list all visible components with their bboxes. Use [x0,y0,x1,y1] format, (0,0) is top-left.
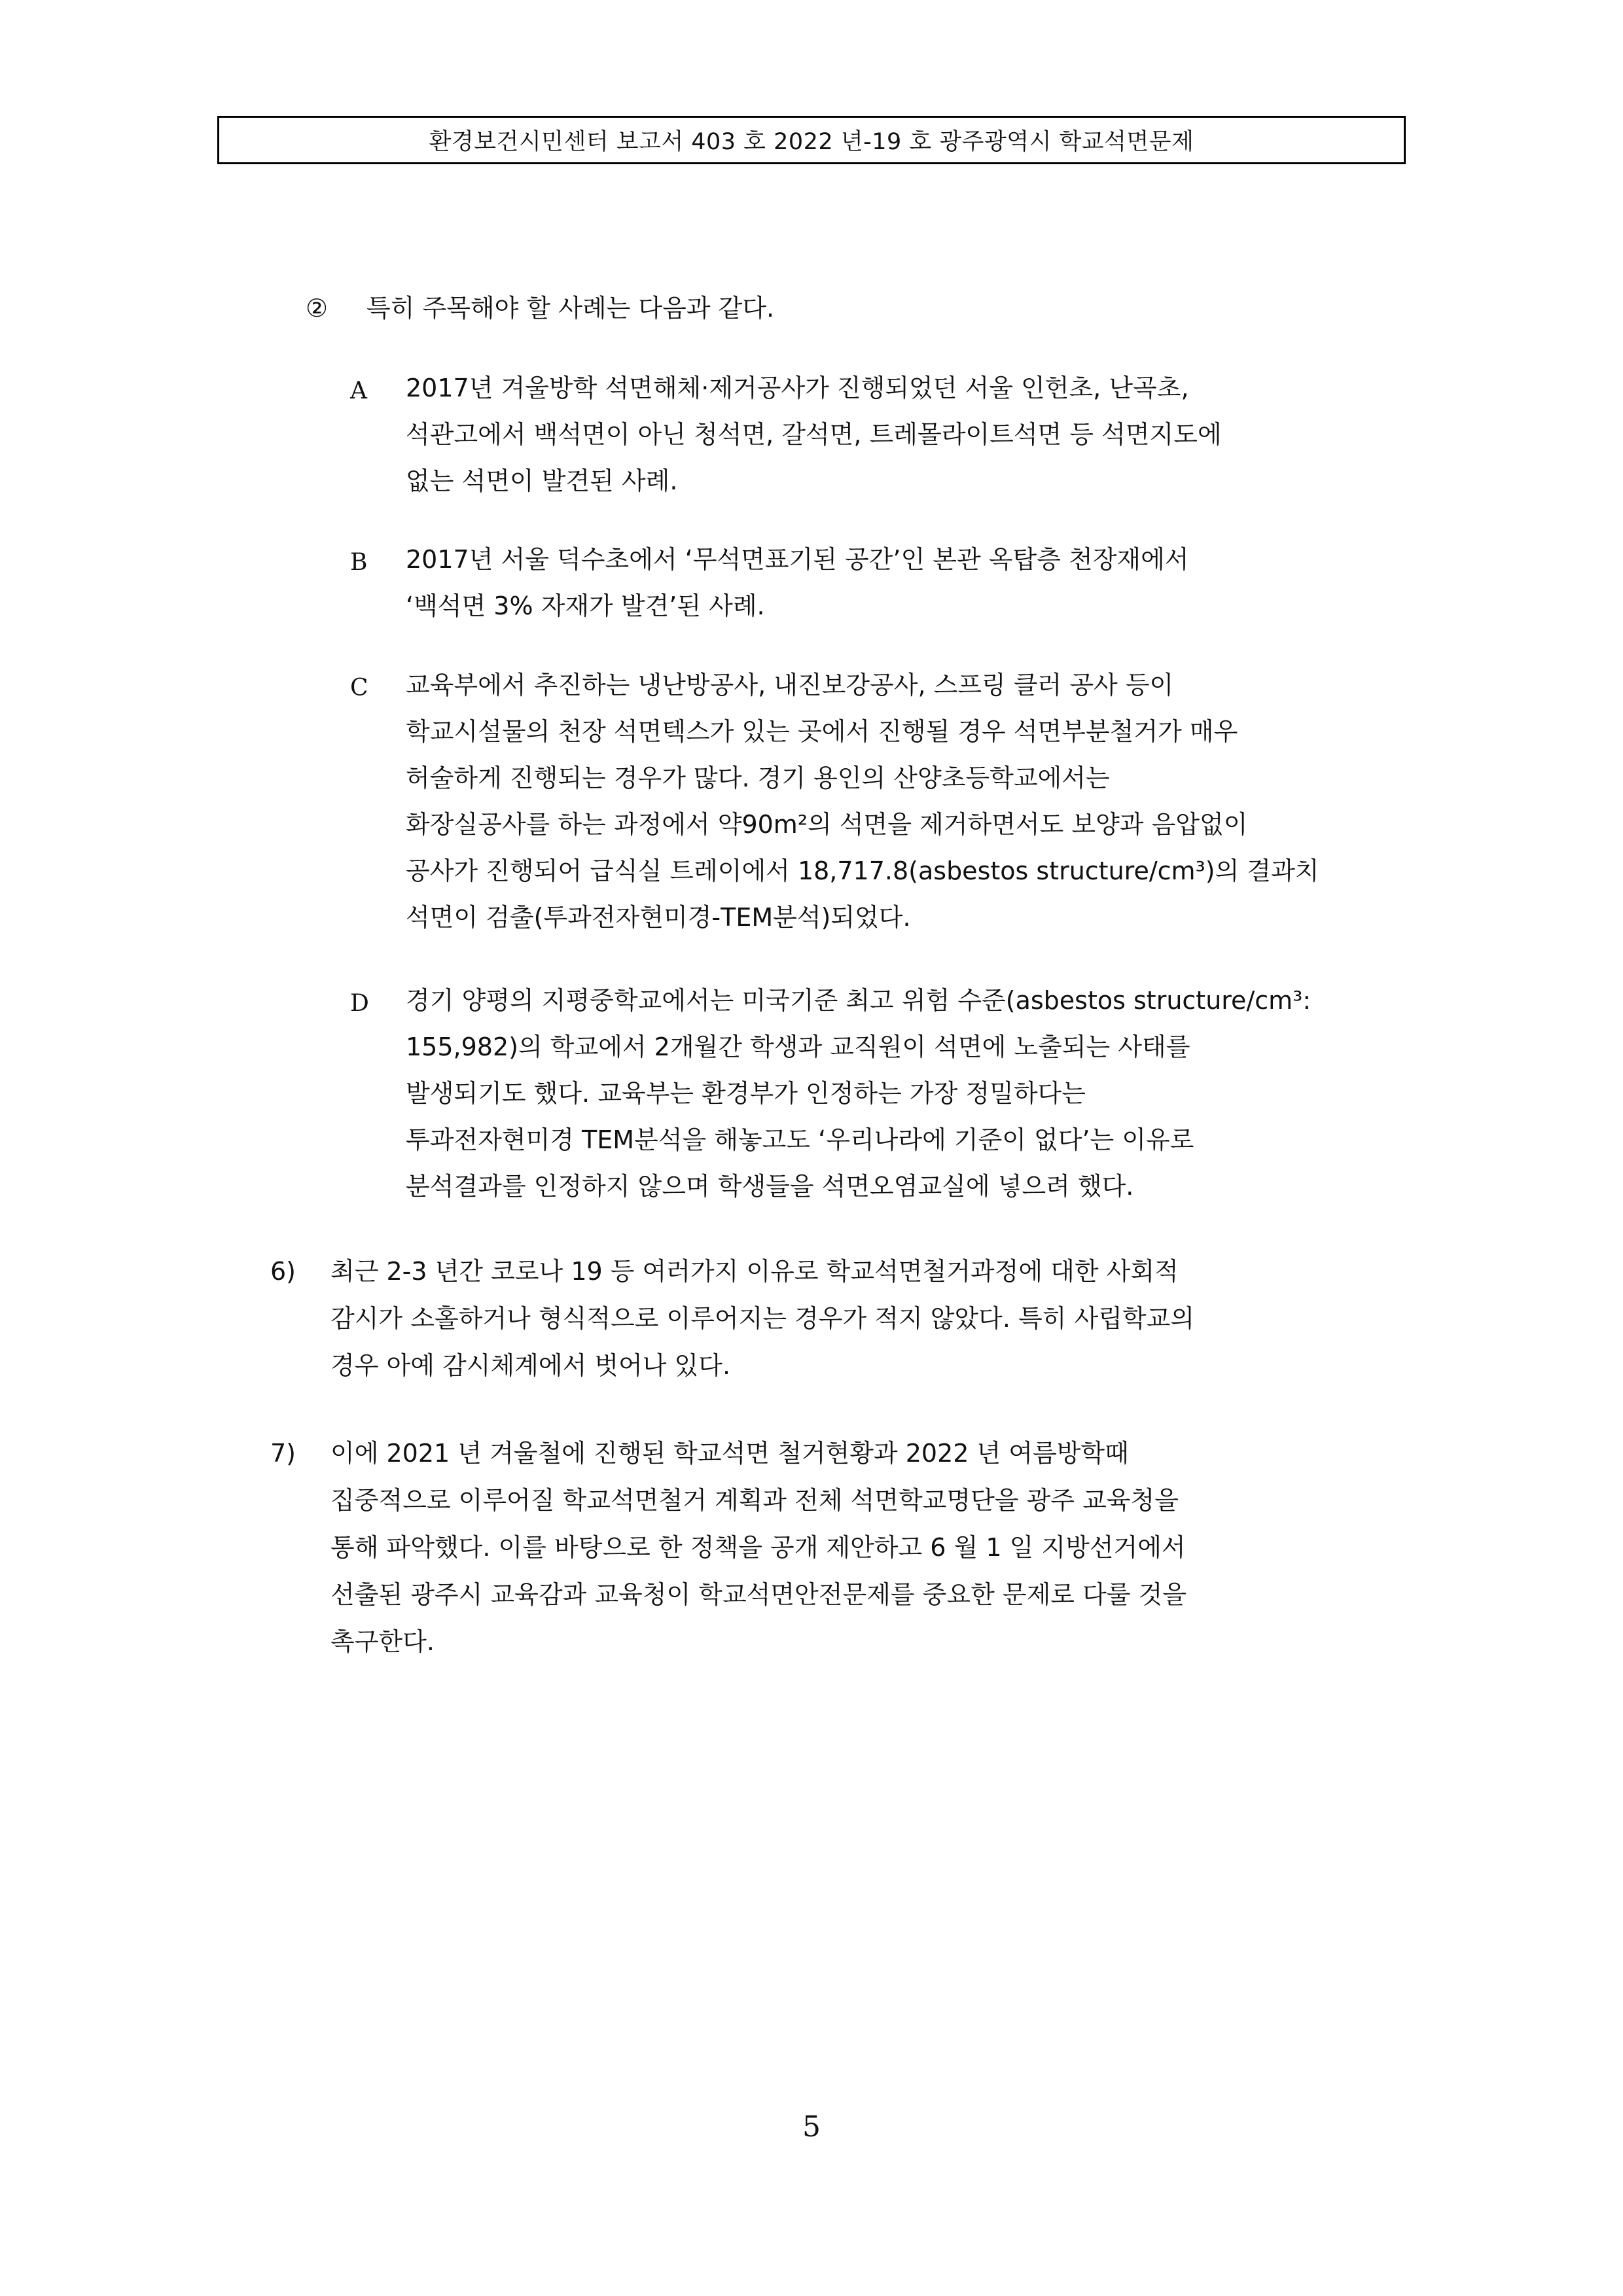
case-d-line-1: 경기 양평의 지평중학교에서는 미국기준 최고 위험 수준(asbestos structure/cm³: [406,986,1311,1015]
case-d-marker: D [350,990,369,1017]
case-b-marker: B [350,549,368,576]
intro-marker: ② [306,294,329,323]
item-6-marker: 6) [270,1257,296,1286]
item-7-line-3: 통해 파악했다. 이를 바탕으로 한 정책을 공개 제안하고 6 월 1 일 지방선거에서 [330,1533,1186,1562]
case-c-line-2: 학교시설물의 천장 석면텍스가 있는 곳에서 진행될 경우 석면부분철거가 매우 [406,717,1238,746]
item-7-line-5: 촉구한다. [330,1627,435,1656]
case-d-line-3: 발생되기도 했다. 교육부는 환경부가 인정하는 가장 정밀하다는 [406,1079,1086,1108]
case-c-line-1: 교육부에서 추진하는 냉난방공사, 내진보강공사, 스프링 클러 공사 등이 [406,671,1174,699]
item-7-line-2: 집중적으로 이루어질 학교석면철거 계획과 전체 석면학교명단을 광주 교육청을 [330,1486,1179,1515]
page-number: 5 [802,2110,821,2144]
case-a-line-2: 석관고에서 백석면이 아닌 청석면, 갈석면, 트레몰라이트석면 등 석면지도에 [406,420,1222,449]
intro-text: 특히 주목해야 할 사례는 다음과 같다. [366,294,775,323]
case-c-line-6: 석면이 검출(투과전자현미경-TEM분석)되었다. [406,903,911,932]
item-6-line-1: 최근 2-3 년간 코로나 19 등 여러가지 이유로 학교석면철거과정에 대한 사회적 [330,1257,1179,1286]
item-7-line-4: 선출된 광주시 교육감과 교육청이 학교석면안전문제를 중요한 문제로 다룰 것을 [330,1580,1186,1609]
case-c-line-3: 허술하게 진행되는 경우가 많다. 경기 용인의 산양초등학교에서는 [406,764,1110,792]
case-d-line-5: 분석결과를 인정하지 않으며 학생들을 석면오염교실에 넣으려 했다. [406,1172,1134,1201]
case-b-line-2: ‘백석면 3% 자재가 발견’된 사례. [406,592,765,620]
case-b-line-1: 2017년 서울 덕수초에서 ‘무석면표기된 공간’인 본관 옥탑층 천장재에서 [406,545,1189,574]
case-a-line-1: 2017년 겨울방학 석면해체·제거공사가 진행되었던 서울 인헌초, 난곡초, [406,374,1189,402]
case-c-line-5: 공사가 진행되어 급식실 트레이에서 18,717.8(asbestos structure/cm³)의 결과치 [406,857,1319,885]
case-d-line-4: 투과전자현미경 TEM분석을 해놓고도 ‘우리나라에 기준이 없다’는 이유로 [406,1125,1194,1154]
item-7-marker: 7) [270,1439,296,1468]
report-header [217,116,1406,164]
report-header-title: 환경보건시민센터 보고서 403 호 2022 년-19 호 광주광역시 학교석면문제 [429,129,1194,155]
case-c-line-4: 화장실공사를 하는 과정에서 약90m²의 석면을 제거하면서도 보양과 음압없이 [406,810,1248,839]
item-6-line-3: 경우 아예 감시체계에서 벗어나 있다. [330,1351,731,1380]
item-6-line-2: 감시가 소홀하거나 형식적으로 이루어지는 경우가 적지 않았다. 특히 사립학교의 [330,1304,1195,1333]
item-7-line-1: 이에 2021 년 겨울철에 진행된 학교석면 철거현황과 2022 년 여름방학때 [330,1439,1129,1468]
case-d-line-2: 155,982)의 학교에서 2개월간 학생과 교직원이 석면에 노출되는 사태를 [406,1033,1190,1061]
case-a-marker: A [350,378,367,404]
case-c-marker: C [350,675,368,701]
case-a-line-3: 없는 석면이 발견된 사례. [406,467,678,495]
